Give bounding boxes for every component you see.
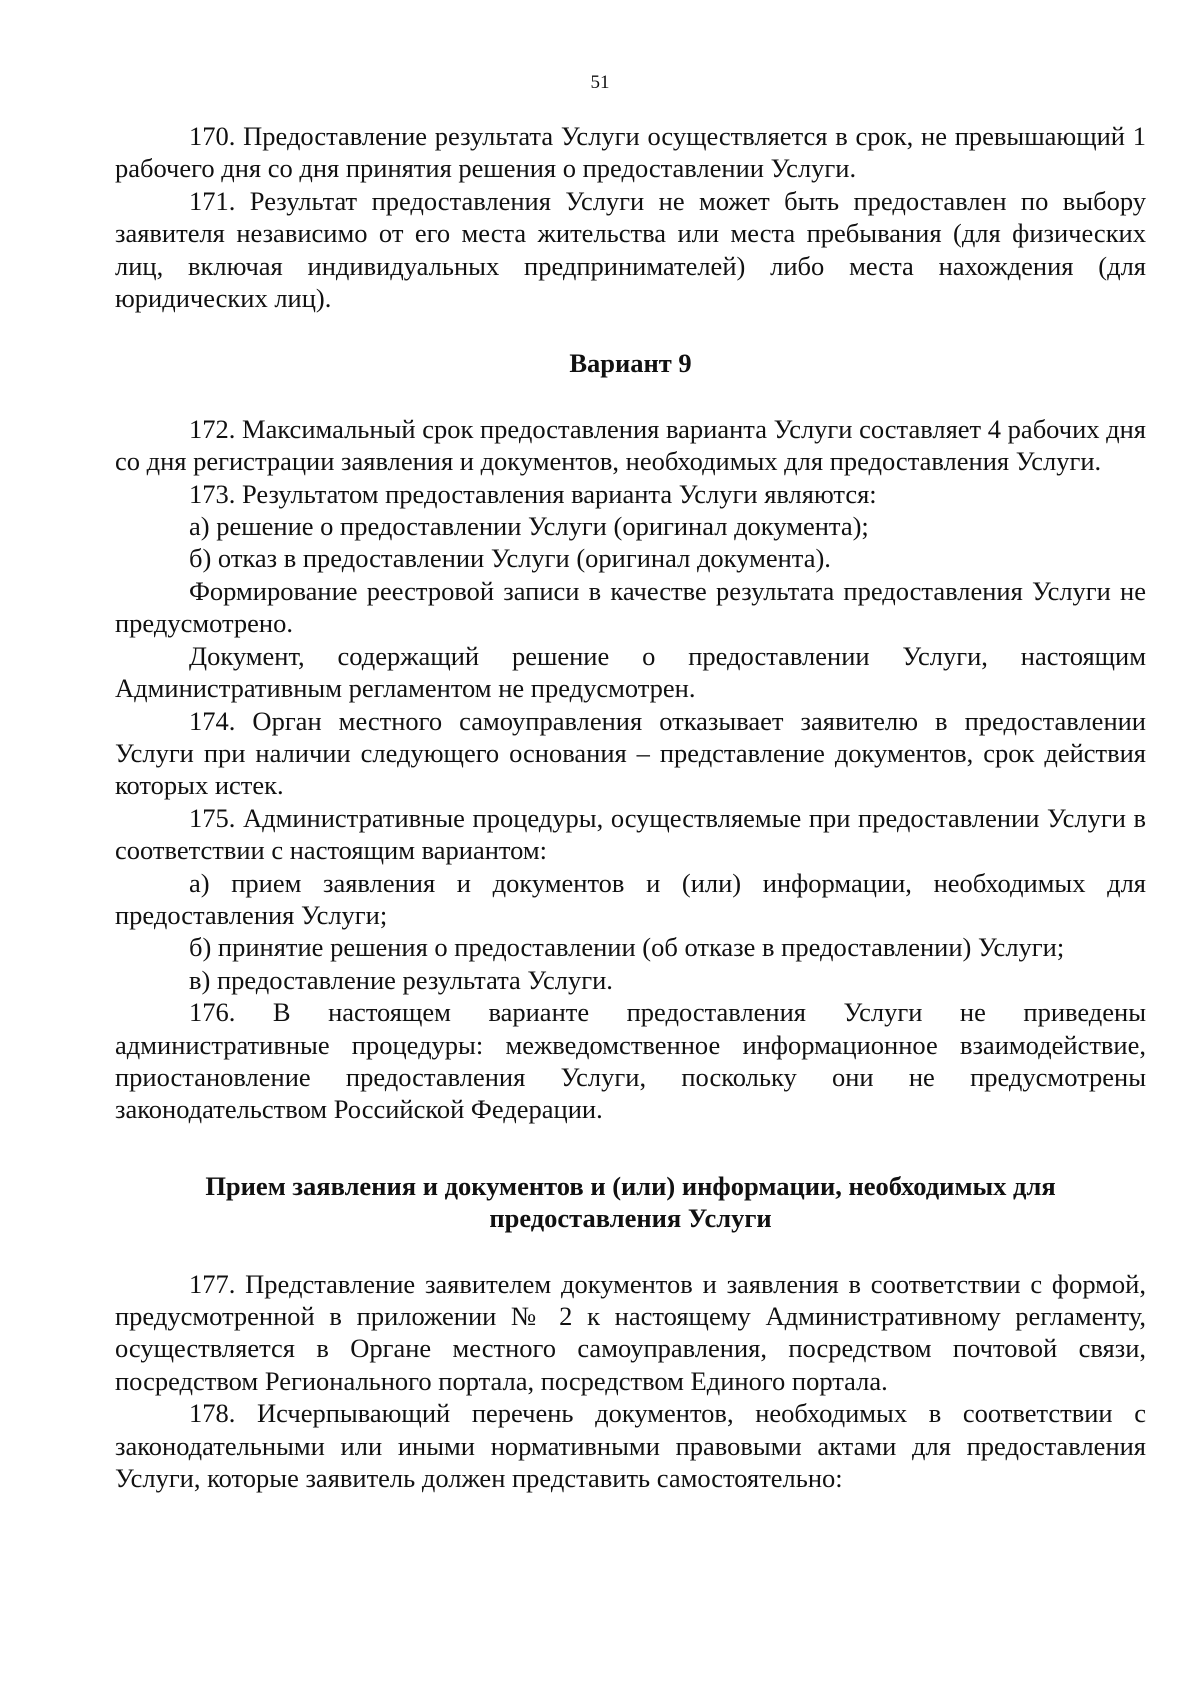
list-item-175-b: б) принятие решения о предоставлении (об отказе в предоставлении) Услуги; [189, 932, 1065, 963]
paragraph-173: 173. Результатом предоставления варианта Услуги являются: [189, 478, 877, 509]
paragraph-171: 171. Результат предоставления Услуги не может быть предоставлен по выбору заявителя независимо от его места жительства или места пребывания (для физических лиц, включая индивидуальных предпринимателей) либо места нахождения (для юридических лиц). [115, 185, 1146, 314]
document-body [115, 120, 1146, 1494]
paragraph-176: 176. В настоящем варианте предоставления Услуги не приведены административные процедуры: межведомственное информационное взаимодействие, приостановление предоставления Услуги, поскольку они не предусмотрены законодательством Российской Федерации. [115, 997, 1146, 1125]
section-heading-line-1: Прием заявления и документов и (или) информации, необходимых для [205, 1170, 1056, 1201]
paragraph-172: 172. Максимальный срок предоставления варианта Услуги составляет 4 рабочих дня со дня регистрации заявления и документов, необходимых для предоставления Услуги. [115, 413, 1146, 477]
section-heading [115, 1170, 1146, 1235]
paragraph-177: 177. Представление заявителем документов и заявления в соответствии с формой, предусмотренной в приложении № 2 к настоящему Административному регламенту, осуществляется в Органе местного самоуправления, посредством почтовой связи, посредством Регионального портала, посредством Единого портала. [115, 1268, 1146, 1396]
paragraph-decision-document: Документ, содержащий решение о предоставлении Услуги, настоящим Административным регламентом не предусмотрен. [115, 640, 1146, 704]
paragraph-175: 175. Административные процедуры, осуществляемые при предоставлении Услуги в соответствии с настоящим вариантом: [115, 802, 1146, 866]
paragraph-178: 178. Исчерпывающий перечень документов, необходимых в соответствии с законодательными или иными нормативными правовыми актами для предоставления Услуги, которые заявитель должен представить самостоятельно: [115, 1398, 1146, 1494]
paragraph-registry-record: Формирование реестровой записи в качестве результата предоставления Услуги не предусмотрено. [115, 575, 1146, 639]
paragraph-170: 170. Предоставление результата Услуги осуществляется в срок, не превышающий 1 рабочего дня со дня принятия решения о предоставлении Услуги. [115, 121, 1146, 184]
list-item-175-c: в) предоставление результата Услуги. [189, 964, 613, 995]
heading-variant-9: Вариант 9 [569, 348, 692, 379]
list-item-175-a: а) прием заявления и документов и (или) информации, необходимых для предоставления Услуги; [115, 867, 1146, 930]
list-item-173-a: а) решение о предоставлении Услуги (оригинал документа); [189, 511, 869, 542]
section-heading-line-2: предоставления Услуги [489, 1203, 772, 1234]
page-number: 51 [590, 72, 610, 93]
list-item-173-b: б) отказ в предоставлении Услуги (оригинал документа). [189, 543, 831, 574]
paragraph-174: 174. Орган местного самоуправления отказывает заявителю в предоставлении Услуги при наличии следующего основания – представление документов, срок действия которых истек. [115, 705, 1146, 801]
